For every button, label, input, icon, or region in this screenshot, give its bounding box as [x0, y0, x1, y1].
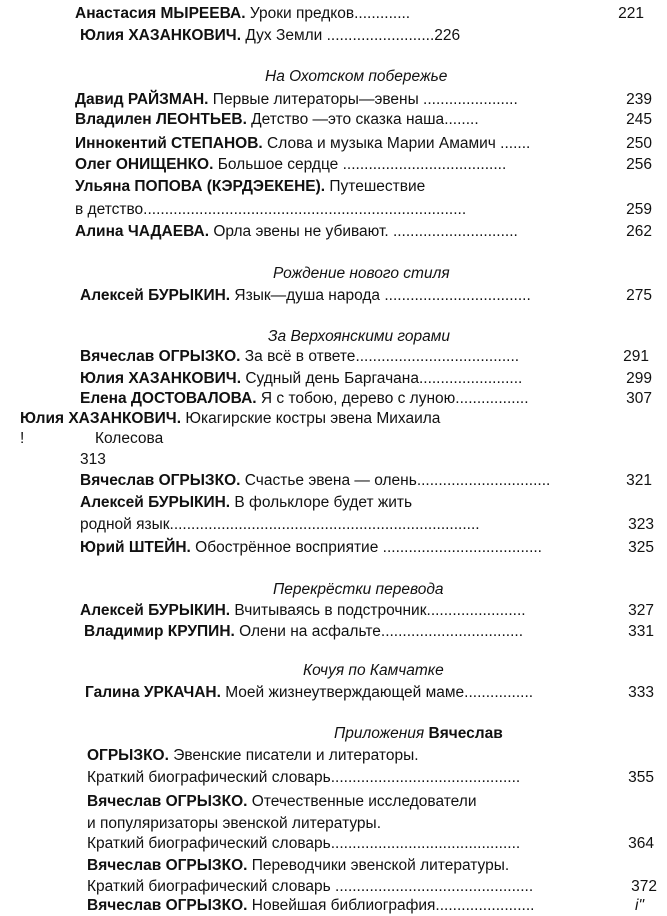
- toc-entry: [80, 369, 522, 388]
- entry-title: Обострённое восприятие: [190, 539, 379, 556]
- entry-author: Вячеслав ОГРЫЗКО.: [87, 897, 248, 914]
- entry-author: Вячеслав ОГРЫЗКО.: [80, 472, 241, 489]
- entry-title: в детство: [75, 201, 144, 218]
- entry-author: Юлия ХАЗАНКОВИЧ.: [80, 27, 242, 44]
- entry-dots: ........................: [418, 370, 523, 387]
- entry-page: 323: [628, 516, 654, 533]
- entry-title: Краткий биографический словарь: [87, 835, 331, 852]
- entry-title: За всё в ответе: [240, 348, 356, 365]
- toc-entry: [75, 155, 506, 174]
- entry-page: 226: [434, 27, 461, 44]
- toc-entry: [80, 538, 542, 557]
- entry-title: Юкагирские костры эвена Михаила: [181, 410, 441, 427]
- entry-author: Юлия ХАЗАНКОВИЧ.: [20, 410, 182, 427]
- entry-dots: .............................: [388, 223, 518, 240]
- entry-author: Юрий ШТЕЙН.: [80, 539, 191, 556]
- entry-page: 250: [626, 135, 652, 152]
- toc-entry: [75, 222, 518, 241]
- entry-author: Олег ОНИЩЕНКО.: [75, 156, 214, 173]
- toc-entry: [80, 26, 460, 45]
- toc-entry: [75, 134, 530, 153]
- section-heading: Кочуя по Камчатке: [303, 662, 444, 679]
- entry-dots: ..............................................: [330, 878, 534, 895]
- toc-entry: [80, 493, 412, 512]
- entry-page: 299: [626, 370, 652, 387]
- entry-page: 291: [623, 348, 649, 365]
- entry-author: Иннокентий СТЕПАНОВ.: [75, 135, 263, 152]
- entry-title: Слова и музыка Марии Амамич: [262, 135, 496, 152]
- entry-title: Переводчики эвенской литературы.: [247, 857, 510, 874]
- entry-title: Путешествие: [325, 178, 426, 195]
- entry-dots: ......................................: [338, 156, 507, 173]
- entry-page: i": [635, 897, 644, 914]
- entry-author: Владимир КРУПИН.: [84, 623, 235, 640]
- entry-author: Анастасия МЫРЕЕВА.: [75, 5, 246, 22]
- entry-title: Новейшая библиография: [247, 897, 436, 914]
- entry-author: Давид РАЙЗМАН.: [75, 91, 209, 108]
- entry-author: Галина УРКАЧАН.: [85, 684, 221, 701]
- entry-dots: ........................................................................: [169, 516, 480, 533]
- toc-entry: [75, 177, 425, 196]
- entry-dots: .................: [455, 390, 529, 407]
- entry-author: Ульяна ПОПОВА (КЭРДЭЕКЕНЕ).: [75, 178, 326, 195]
- entry-page: 275: [626, 287, 652, 304]
- toc-entry: [87, 768, 520, 787]
- entry-title: Отечественные исследователи: [247, 793, 477, 810]
- section-heading: Перекрёстки перевода: [273, 581, 444, 598]
- entry-title: Олени на асфальте: [234, 623, 381, 640]
- entry-dots: ............................................: [330, 835, 521, 852]
- entry-dots: .................................: [380, 623, 524, 640]
- entry-page: 245: [626, 111, 652, 128]
- entry-title: Вчитываясь в подстрочник: [230, 602, 427, 619]
- entry-dots: ........: [444, 111, 479, 128]
- entry-author: Вячеслав: [428, 725, 503, 742]
- section-heading: Рождение нового стиля: [273, 265, 450, 282]
- entry-title: Судный день Баргачана: [241, 370, 419, 387]
- entry-dots: ...........................................................................: [143, 201, 467, 218]
- entry-title: Первые литераторы—эвены: [208, 91, 419, 108]
- toc-entry: [80, 471, 550, 490]
- entry-author: Вячеслав ОГРЫЗКО.: [80, 348, 241, 365]
- entry-author: Алексей БУРЫКИН.: [80, 494, 231, 511]
- section-heading: На Охотском побережье: [265, 68, 448, 85]
- entry-title: Дух Земли: [241, 27, 323, 44]
- toc-entry-continuation: и популяризаторы эвенской литературы.: [87, 815, 382, 832]
- section-heading: За Верхоянскими горами: [268, 328, 450, 345]
- entry-page: 239: [626, 91, 652, 108]
- entry-page: 256: [626, 156, 652, 173]
- entry-dots: .......: [495, 135, 531, 152]
- toc-entry-continuation: Колесова: [95, 430, 164, 447]
- entry-author: Вячеслав ОГРЫЗКО.: [87, 793, 248, 810]
- toc-entry: [87, 792, 477, 811]
- section-heading-italic: Приложения: [334, 725, 425, 742]
- entry-page: 313: [80, 451, 106, 468]
- entry-author: Елена ДОСТОВАЛОВА.: [80, 390, 257, 407]
- entry-page: 325: [628, 539, 654, 556]
- entry-title: Орла эвены не убивают.: [209, 223, 389, 240]
- entry-dots: ..................................: [380, 287, 531, 304]
- entry-dots: ............................................: [330, 769, 521, 786]
- toc-entry: [75, 200, 466, 219]
- entry-title: Язык—душа народа: [230, 287, 381, 304]
- toc-entry: [85, 683, 533, 702]
- toc-entry: [84, 622, 523, 641]
- entry-page: 372: [631, 878, 657, 895]
- entry-title: Я с тобою, дерево с луною: [256, 390, 456, 407]
- entry-dots: ......................: [418, 91, 518, 108]
- entry-title: Уроки предков: [245, 5, 355, 22]
- section-heading: [334, 724, 503, 743]
- toc-entry: [87, 746, 419, 765]
- entry-dots: ......................................: [355, 348, 520, 365]
- stray-mark: !: [20, 430, 25, 447]
- entry-dots: .........................: [322, 27, 435, 44]
- entry-title: Краткий биографический словарь: [87, 769, 331, 786]
- entry-author: Алексей БУРЫКИН.: [80, 602, 231, 619]
- toc-entry: [87, 834, 520, 853]
- entry-page: 327: [628, 602, 654, 619]
- entry-page: 221: [618, 5, 644, 22]
- toc-entry: [75, 90, 518, 109]
- toc-entry: [87, 896, 534, 915]
- entry-dots: .............: [354, 5, 411, 22]
- entry-page: 331: [628, 623, 654, 640]
- entry-author: Владилен ЛЕОНТЬЕВ.: [75, 111, 247, 128]
- toc-entry: [80, 347, 519, 366]
- entry-title: Моей жизнеутверждающей маме: [220, 684, 465, 701]
- entry-title: Счастье эвена — олень: [240, 472, 417, 489]
- toc-entry: [20, 409, 440, 428]
- entry-dots: .....................................: [378, 539, 542, 556]
- entry-author: Алина ЧАДАЕВА.: [75, 223, 210, 240]
- entry-dots: .......................: [435, 897, 535, 914]
- entry-author: Алексей БУРЫКИН.: [80, 287, 231, 304]
- entry-dots: ...............................: [416, 472, 551, 489]
- entry-dots: ................: [464, 684, 534, 701]
- entry-title: Краткий биографический словарь: [87, 878, 331, 895]
- entry-page: 364: [628, 835, 654, 852]
- entry-page: 333: [628, 684, 654, 701]
- entry-page: 262: [626, 223, 652, 240]
- toc-entry: [80, 389, 529, 408]
- entry-dots: .......................: [426, 602, 526, 619]
- entry-title: родной язык: [80, 516, 170, 533]
- toc-entry: [75, 110, 479, 129]
- toc-entry: [80, 286, 531, 305]
- toc-entry: [80, 515, 480, 534]
- toc-entry: [75, 4, 410, 23]
- entry-author: ОГРЫЗКО.: [87, 747, 169, 764]
- entry-title: Большое сердце: [213, 156, 339, 173]
- entry-page: 307: [626, 390, 652, 407]
- entry-title: В фольклоре будет жить: [230, 494, 413, 511]
- entry-author: Юлия ХАЗАНКОВИЧ.: [80, 370, 242, 387]
- entry-page: 259: [626, 201, 652, 218]
- toc-entry: [87, 856, 509, 875]
- entry-title: Детство —это сказка наша: [246, 111, 445, 128]
- entry-page: 321: [626, 472, 652, 489]
- entry-title: Эвенские писатели и литераторы.: [168, 747, 419, 764]
- toc-entry: [87, 877, 533, 896]
- entry-author: Вячеслав ОГРЫЗКО.: [87, 857, 248, 874]
- entry-page: 355: [628, 769, 654, 786]
- toc-entry: [80, 601, 526, 620]
